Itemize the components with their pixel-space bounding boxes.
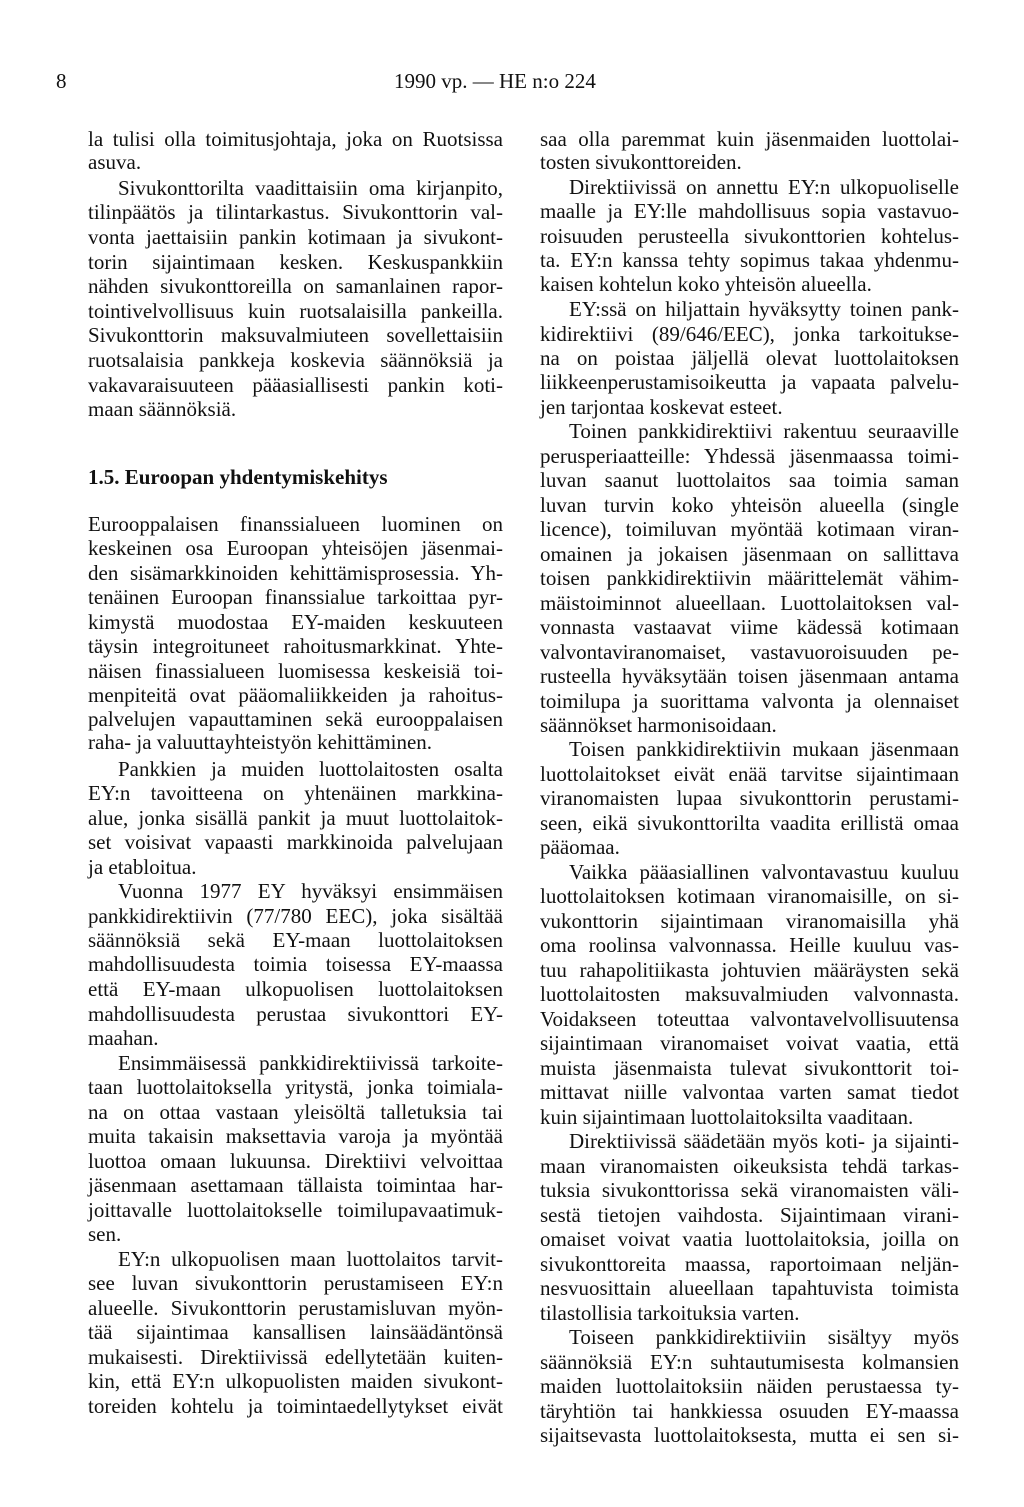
text-line: vakavaraisuuteen pääasiallisesti pankin koti-	[88, 373, 503, 397]
text-line: omaiset voivat vaatia luottolaitoksia, joilla on	[540, 1227, 959, 1251]
text-line: Pankkien ja muiden luottolaitosten osalta	[118, 757, 503, 781]
text-line: mäistoiminnot alueellaan. Luottolaitoksen val-	[540, 591, 959, 615]
text-line: ruotsalaisia pankkeja koskevia säännöksiä ja	[88, 348, 503, 372]
text-line: EY:ssä on hiljattain hyväksytty toinen pank-	[569, 297, 959, 321]
section-heading: 1.5. Euroopan yhdentymiskehitys	[88, 465, 388, 489]
text-line: toisen pankkidirektiivin määrittelemät vähim-	[540, 566, 959, 590]
text-line: sestä tietojen vaihdosta. Sijaintimaan virani-	[540, 1203, 959, 1227]
text-line: seen, eikä sivukonttorilta vaadita erillistä omaa	[540, 811, 959, 835]
text-line: näisen finassialueen luomisessa keskeisiä toi-	[88, 659, 503, 683]
text-line: menpiteitä ovat pääomaliikkeiden ja rahoitus-	[88, 683, 503, 707]
text-line: mittavat niille valvontaa varten samat tiedot	[540, 1080, 959, 1104]
text-line: keskeinen osa Euroopan yhteisöjen jäsenmai-	[88, 536, 503, 560]
text-line: torin sijaintimaan kesken. Keskuspankkiin	[88, 250, 503, 274]
text-line: kimystä muodostaa EY-maiden keskuuteen	[88, 610, 503, 634]
text-line: luottolaitosten maksuvalmiuden valvonnasta.	[540, 982, 959, 1006]
text-line: Toiseen pankkidirektiiviin sisältyy myös	[569, 1325, 959, 1349]
text-line: täryhtiön tai hankkiessa osuuden EY-maassa	[540, 1399, 959, 1423]
text-line: saa olla paremmat kuin jäsenmaiden luottolai-	[540, 127, 959, 151]
text-line: tosten sivukonttoreiden.	[540, 150, 742, 174]
text-line: pankkidirektiivin (77/780 EEC), joka sisältää	[88, 904, 503, 928]
text-line: kuin sijaintimaan luottolaitoksilta vaaditaan.	[540, 1105, 914, 1129]
text-line: Direktiivissä säädetään myös koti- ja sijainti-	[569, 1129, 959, 1153]
text-line: nähden sivukonttoreilla on samanlainen rapor-	[88, 274, 503, 298]
text-line: vonnasta vastaavat viime kädessä kotimaan	[540, 615, 959, 639]
text-line: vonta jaettaisiin pankin kotimaan ja sivukont-	[88, 225, 503, 249]
text-line: valvontaviranomaiset, vastavuoroisuuden pe-	[540, 640, 959, 664]
text-line: täysin integroituneet rahoitusmarkkinat. Yhte-	[88, 634, 503, 658]
text-line: Voidakseen toteuttaa valvontavelvollisuutensa	[540, 1007, 959, 1031]
text-line: tuksia sivukonttorissa sekä viranomaisten väli-	[540, 1178, 959, 1202]
text-line: luvan turvin koko yhteisön alueella (single	[540, 493, 959, 517]
text-line: EY:n tavoitteena on yhtenäinen markkina-	[88, 781, 503, 805]
text-line: maahan.	[88, 1026, 159, 1050]
text-line: see luvan sivukonttorin perustamiseen EY:n	[88, 1271, 503, 1295]
text-line: tenäinen Euroopan finanssialue tarkoittaa pyr-	[88, 585, 503, 609]
text-line: säännöksiä sekä EY-maan luottolaitoksen	[88, 928, 503, 952]
text-line: ta. EY:n kanssa tehty sopimus takaa yhdenmu-	[540, 248, 959, 272]
text-line: oma roolinsa valvonnassa. Heille kuuluu vas-	[540, 933, 959, 957]
text-line: ja etabloitua.	[88, 855, 197, 879]
text-line: mukaisesti. Direktiivissä edellytetään kuiten-	[88, 1345, 503, 1369]
text-line: tilinpäätös ja tilintarkastus. Sivukonttorin val-	[88, 200, 503, 224]
text-line: kaisen kohtelun koko yhteisön alueella.	[540, 272, 872, 296]
text-line: luvan saanut luottolaitos saa toimia saman	[540, 468, 959, 492]
text-line: Eurooppalaisen finanssialueen luominen on	[88, 512, 503, 536]
text-line: omainen ja jokaisen jäsenmaan on sallittava	[540, 542, 959, 566]
text-line: alueelle. Sivukonttorin perustamisluvan myön-	[88, 1296, 503, 1320]
text-line: toimilupa ja suorittama valvonta ja olennaiset	[540, 689, 959, 713]
text-line: EY:n ulkopuolisen maan luottolaitos tarvit-	[118, 1247, 503, 1271]
text-line: asuva.	[88, 150, 142, 174]
text-line: perusperiaatteille: Yhdessä jäsenmaassa toimi-	[540, 444, 959, 468]
text-line: na on poistaa jäljellä olevat luottolaitoksen	[540, 346, 959, 370]
text-line: muita takaisin maksettavia varoja ja myöntää	[88, 1124, 503, 1148]
running-title: 1990 vp. — HE n:o 224	[394, 69, 596, 93]
text-line: Toisen pankkidirektiivin mukaan jäsenmaan	[569, 737, 959, 761]
text-line: sijaintimaan viranomaiset voivat vaatia, että	[540, 1031, 959, 1055]
text-line: sijaitsevasta luottolaitoksesta, mutta ei sen si-	[540, 1423, 959, 1447]
page-number: 8	[56, 69, 67, 93]
text-line: vukonttorin sijaintimaan viranomaisilla yhä	[540, 909, 959, 933]
text-line: luottoa omaan lukuunsa. Direktiivi velvoittaa	[88, 1149, 503, 1173]
text-line: liikkeenperustamisoikeutta ja vapaata palvelu-	[540, 370, 959, 394]
text-line: maiden luottolaitoksiin näiden perustaessa ty-	[540, 1374, 959, 1398]
text-line: kin, että EY:n ulkopuolisten maiden sivukont-	[88, 1369, 503, 1393]
text-line: nesvuosittain alueellaan tapahtuvista toimista	[540, 1276, 959, 1300]
text-line: la tulisi olla toimitusjohtaja, joka on Ruotsissa	[88, 127, 503, 151]
text-line: Toinen pankkidirektiivi rakentuu seuraaville	[569, 419, 959, 443]
text-line: joittavalle luottolaitokselle toimilupavaatimuk-	[88, 1198, 503, 1222]
text-line: mahdollisuudesta toimia toisessa EY-maassa	[88, 952, 503, 976]
text-line: set voisivat vapaasti markkinoida palvelujaan	[88, 830, 503, 854]
text-line: raha- ja valuuttayhteistyön kehittäminen.	[88, 730, 433, 754]
text-line: pääomaa.	[540, 835, 620, 859]
text-line: luottolaitoksen kotimaan viranomaisille, on si-	[540, 884, 959, 908]
text-line: alue, jonka sisällä pankit ja muut luottolaitok-	[88, 806, 503, 830]
text-line: jen tarjontaa koskevat esteet.	[540, 395, 783, 419]
text-line: na on ottaa vastaan yleisöltä talletuksia tai	[88, 1100, 503, 1124]
text-line: Direktiivissä on annettu EY:n ulkopuoliselle	[569, 175, 959, 199]
text-line: sen.	[88, 1222, 122, 1246]
text-line: palvelujen vapauttaminen sekä eurooppalaisen	[88, 707, 503, 731]
text-line: maan viranomaisten oikeuksista tehdä tarkas-	[540, 1154, 959, 1178]
text-line: maalle ja EY:lle mahdollisuus sopia vastavuo-	[540, 199, 959, 223]
text-line: kidirektiivi (89/646/EEC), jonka tarkoitukse-	[540, 322, 959, 346]
text-line: Sivukonttorilta vaadittaisiin oma kirjanpito,	[118, 176, 503, 200]
text-line: sivukonttoreita maassa, raportoimaan neljän-	[540, 1252, 959, 1276]
text-line: tointivelvollisuus kuin ruotsalaisilla pankeilla.	[88, 299, 503, 323]
text-line: Sivukonttorin maksuvalmiuteen sovellettaisiin	[88, 323, 503, 347]
text-line: roisuuden perusteella sivukonttorien kohtelus-	[540, 224, 959, 248]
text-line: jäsenmaan asettamaan tällaista toimintaa har-	[88, 1173, 503, 1197]
text-line: mahdollisuudesta perustaa sivukonttori EY-	[88, 1002, 503, 1026]
text-line: muista jäsenmaista tulevat sivukonttorit toi-	[540, 1056, 959, 1080]
text-line: toreiden kohtelu ja toimintaedellytykset eivät	[88, 1394, 503, 1418]
text-line: den sisämarkkinoiden kehittämisprosessia. Yh-	[88, 561, 503, 585]
text-line: että EY-maan ulkopuolisen luottolaitoksen	[88, 977, 503, 1001]
text-line: Vuonna 1977 EY hyväksyi ensimmäisen	[118, 879, 503, 903]
text-line: Ensimmäisessä pankkidirektiivissä tarkoite-	[118, 1051, 503, 1075]
text-line: rusteella hyväksytään toisen jäsenmaan antama	[540, 664, 959, 688]
text-line: säännöksiä EY:n suhtautumisesta kolmansien	[540, 1350, 959, 1374]
text-line: licence), toimiluvan myöntää kotimaan viran-	[540, 517, 959, 541]
text-line: taan luottolaitoksella yritystä, jonka toimiala-	[88, 1075, 503, 1099]
text-line: maan säännöksiä.	[88, 397, 237, 421]
text-line: tää sijaintimaa kansallisen lainsäädäntönsä	[88, 1320, 503, 1344]
text-line: Vaikka pääasiallinen valvontavastuu kuuluu	[569, 860, 959, 884]
text-line: tuu rahapolitiikasta johtuvien määräysten sekä	[540, 958, 959, 982]
text-line: tilastollisia tarkoituksia varten.	[540, 1301, 800, 1325]
text-line: säännökset harmonisoidaan.	[540, 713, 777, 737]
text-line: luottolaitokset eivät enää tarvitse sijaintimaan	[540, 762, 959, 786]
text-line: viranomaisten lupaa sivukonttorin perustami-	[540, 786, 959, 810]
